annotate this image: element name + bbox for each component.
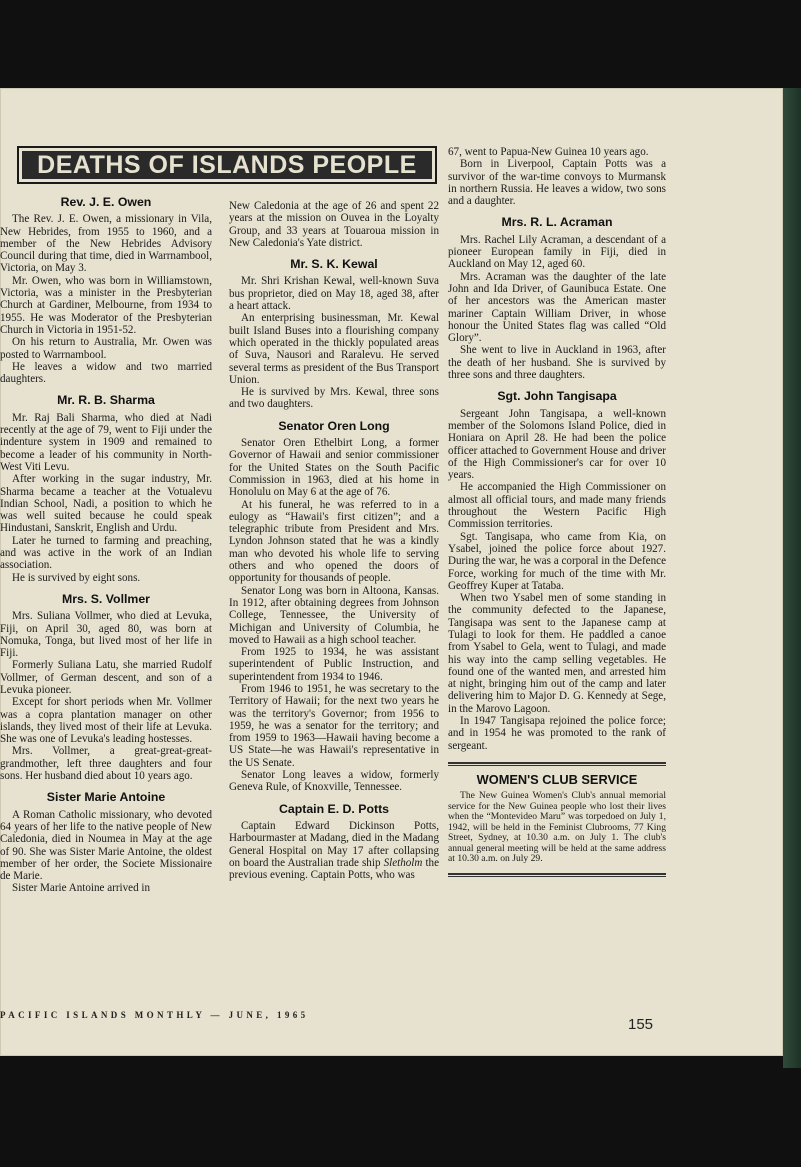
heading-tangisapa: Sgt. John Tangisapa bbox=[497, 389, 617, 404]
section-banner bbox=[17, 146, 437, 184]
footer-masthead: PACIFIC ISLANDS MONTHLY — JUNE, 1965 bbox=[0, 1010, 309, 1020]
column-2 bbox=[229, 200, 439, 881]
paragraph: 67, went to Papua-New Guinea 10 years ago. bbox=[448, 146, 649, 158]
paragraph: New Caledonia at the age of 26 and spent 22 years at the mission on Ouvea in the Loyalty Group, and 33 years at Touaroua mission in New Caledonia's Yate district. bbox=[229, 200, 439, 249]
paragraph: When two Ysabel men of some standing in the community defected to the Japanese, Tangisapa was sent to the Japanese camp at Tulagi to look for them. He paddled a canoe from Ysabel to Gela, went to Tulagi, and made his way into the camp selling vegetables. He found one of the wanted men, and arrested him at night, bringing him out of the camp and later delivering him to Major D. G. Kennedy at Sege, in the Marovo Lagoon. bbox=[448, 592, 666, 715]
paragraph: Formerly Suliana Latu, she married Rudolf Vollmer, of German descent, and son of a Levuka pioneer. bbox=[0, 659, 212, 696]
heading-antoine: Sister Marie Antoine bbox=[46, 790, 166, 805]
club-notice bbox=[448, 771, 666, 865]
paragraph: From 1925 to 1934, he was assistant superintendent of Public Instruction, and superintendent from 1934 to 1946. bbox=[229, 646, 439, 683]
paragraph: Senator Long leaves a widow, formerly Geneva Rule, of Knoxville, Tennessee. bbox=[229, 769, 439, 794]
heading-acraman: Mrs. R. L. Acraman bbox=[501, 215, 613, 230]
paragraph: Mrs. Vollmer, a great-great-great-grandmother, left three daughters and four sons. Her husband died about 10 years ago. bbox=[0, 745, 212, 783]
divider bbox=[448, 765, 666, 766]
paragraph: Mr. Shri Krishan Kewal, well-known Suva bus proprietor, died on May 18, aged 38, after a heart attack. bbox=[229, 275, 439, 313]
page-number: 155 bbox=[628, 1016, 654, 1033]
heading-club: WOMEN'S CLUB SERVICE bbox=[476, 771, 638, 787]
heading-long: Senator Oren Long bbox=[278, 418, 390, 433]
paragraph: In 1947 Tangisapa rejoined the police force; and in 1954 he was promoted to the rank of sergeant. bbox=[448, 715, 666, 752]
paragraph: He is survived by Mrs. Kewal, three sons and two daughters. bbox=[229, 386, 439, 411]
paragraph: Senator Long was born in Altoona, Kansas. In 1912, after obtaining degrees from Johnson College, Tennessee, the University of Michigan and University of Columbia, he moved to Hawaii as a high school teacher. bbox=[229, 584, 439, 646]
magazine-page bbox=[0, 88, 783, 1056]
paragraph: The New Guinea Women's Club's annual memorial service for the New Guinea people who lost their lives when the “Montevideo Maru” was torpedoed on July 1, 1942, will be held in the Feminist Clubrooms, 77 King Street, Sydney, at 10.30 a.m. on July 1. The club's annual general meeting will be held at the same address at 10.30 a.m. on July 29. bbox=[448, 790, 666, 865]
paragraph: Mrs. Rachel Lily Acraman, a descendant of a pioneer European family in Fiji, died in Auckland on May 12, aged 60. bbox=[448, 233, 666, 271]
paragraph: At his funeral, he was referred to in a eulogy as “Hawaii's first citizen”; and a telegraphic tribute from President and Mrs. Lyndon Johnson stated that he was a kindly man who devoted his whole life to serving others and who opened the doors of opportunity for thousands of people. bbox=[229, 498, 439, 585]
divider bbox=[448, 762, 666, 764]
paragraph: An enterprising businessman, Mr. Kewal built Island Buses into a flourishing company which operated in the thickly populated areas of Suva, Nausori and Raralevu. He served several terms as president of the Bus Transport Union. bbox=[229, 312, 439, 386]
paragraph: He accompanied the High Commissioner on almost all official tours, and made many friends throughout the Western Pacific High Commission territories. bbox=[448, 481, 666, 531]
paragraph: Sister Marie Antoine arrived in bbox=[12, 882, 151, 895]
paragraph: He leaves a widow and two married daughters. bbox=[0, 360, 212, 386]
paragraph: Mrs. Acraman was the daughter of the late John and Ida Driver, of Gaunibuca Estate. One of her ancestors was the American master mariner Captain William Driver, in whose honour the United States flag was called “Old Glory”. bbox=[448, 270, 666, 345]
divider bbox=[448, 873, 666, 875]
banner-title: DEATHS OF ISLANDS PEOPLE bbox=[37, 150, 417, 179]
paragraph: Mr. Raj Bali Sharma, who died at Nadi recently at the age of 79, went to Fiji under the indenture system in 1909 and remained to become a leader of his community in North-West Viti Levu. bbox=[0, 411, 212, 473]
text-run: the previous evening. Captain Potts, who was bbox=[229, 856, 440, 882]
paragraph: A Roman Catholic missionary, who devoted 64 years of her life to the native people of New Caledonia, died in Noumea in May at the age of 90. She was Sister Marie Antoine, the oldest member of her order, the Societe Missionaire de Marie. bbox=[0, 808, 212, 883]
heading-potts: Captain E. D. Potts bbox=[279, 801, 389, 816]
paragraph bbox=[229, 820, 439, 881]
heading-vollmer: Mrs. S. Vollmer bbox=[62, 591, 150, 606]
paragraph: The Rev. J. E. Owen, a missionary in Vila, New Hebrides, from 1955 to 1960, and a member of the New Hebrides Advisory Council during that time, died in Warrnambool, Victoria, on May 3. bbox=[0, 213, 212, 275]
binding-edge bbox=[783, 88, 801, 1068]
text-run: Captain Edward Dickinson Potts, Harbourmaster at Madang, died in the Madang General Hospital on May 17 after collapsing on board the Australian trade ship bbox=[229, 819, 439, 869]
divider bbox=[448, 876, 666, 877]
paragraph: She went to live in Auckland in 1963, after the death of her husband. She is survived by three sons and three daughters. bbox=[448, 344, 666, 382]
column-1 bbox=[0, 196, 212, 895]
heading-kewal: Mr. S. K. Kewal bbox=[290, 257, 378, 272]
ship-name: Sletholm bbox=[383, 856, 423, 869]
heading-owen: Rev. J. E. Owen bbox=[60, 195, 152, 209]
paragraph: Except for short periods when Mr. Vollmer was a copra plantation manager on other islands, they lived most of their life at Levuka. She was one of Levuka's leading hostesses. bbox=[0, 696, 212, 746]
column-3 bbox=[448, 146, 666, 877]
paragraph: Mr. Owen, who was born in Williamstown, Victoria, was a minister in the Presbyterian Church at Gardiner, Melbourne, from 1934 to 1955. He was Moderator of the Presbyterian Church in Victoria in 1951-52. bbox=[0, 274, 212, 336]
paragraph: Mrs. Suliana Vollmer, who died at Levuka, Fiji, on April 30, aged 80, was born at Nomuka, Tonga, but lived most of her life in Fiji. bbox=[0, 610, 212, 660]
paragraph: After working in the sugar industry, Mr. Sharma became a teacher at the Votualevu Indian School, Nadi, a position to which he was well suited because he could speak Hindustani, Sanskrit, English and Urdu. bbox=[0, 473, 212, 535]
paragraph: On his return to Australia, Mr. Owen was posted to Warrnambool. bbox=[0, 336, 212, 361]
paragraph: Sergeant John Tangisapa, a well-known member of the Solomons Island Police, died in Honiara on April 28. He had been the police officer attached to Government House and driver of the High Commissioner's car for over 10 years. bbox=[448, 407, 666, 482]
paragraph: Born in Liverpool, Captain Potts was a survivor of the war-time convoys to Murmansk in northern Russia. He leaves a widow, two sons and a daughter. bbox=[448, 158, 666, 208]
paragraph: He is survived by eight sons. bbox=[12, 571, 141, 584]
paragraph: Sgt. Tangisapa, who came from Kia, on Ysabel, joined the police force about 1927. During the war, he was a corporal in the Defence Force, working for much of the time with Mr. Geoffrey Kuper at Tataba. bbox=[448, 530, 666, 592]
paragraph: Senator Oren Ethelbirt Long, a former Governor of Hawaii and senior commissioner for the United States on the South Pacific Commission in 1963, died at his home in Honolulu on May 6 at the age of 76. bbox=[229, 437, 439, 499]
paragraph: Later he turned to farming and preaching, and was active in the work of an Indian association. bbox=[0, 534, 212, 572]
heading-sharma: Mr. R. B. Sharma bbox=[57, 393, 155, 408]
paragraph: From 1946 to 1951, he was secretary to the Territory of Hawaii; for the next two years he was the territory's Governor; from 1956 to 1959, he was a senator for the territory; and from 1959 to 1963—Hawaii having become a US State—he was Hawaii's representative in the US Senate. bbox=[229, 682, 439, 769]
